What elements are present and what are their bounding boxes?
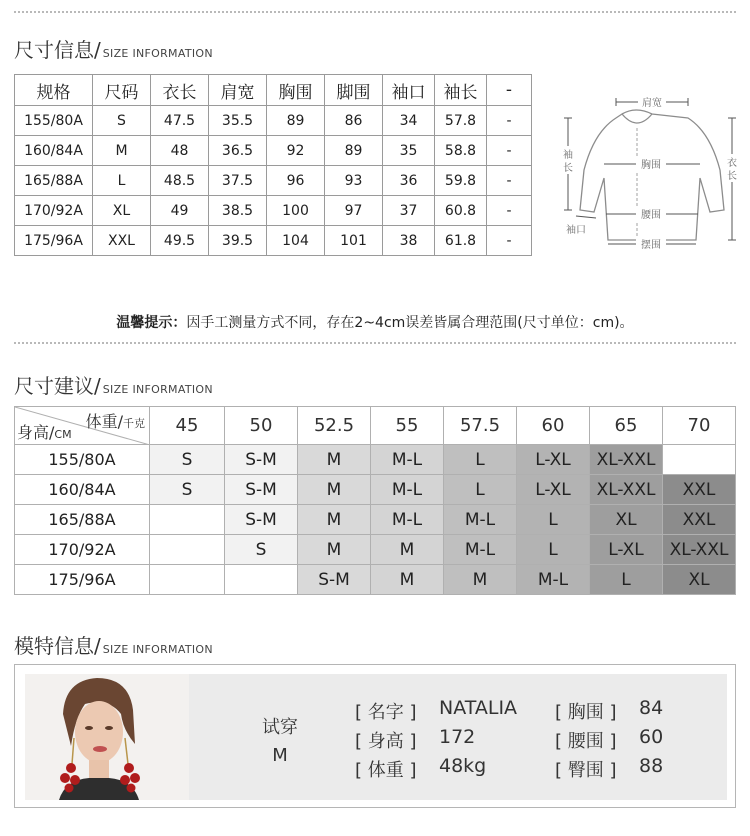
table-cell: 37 — [383, 196, 435, 226]
weight-cell: 52.5 — [298, 407, 371, 445]
size-cell — [150, 505, 225, 535]
table-cell: 38 — [383, 226, 435, 256]
table-row — [15, 565, 736, 595]
table-cell: 35 — [383, 136, 435, 166]
height-cell: 160/84A — [15, 475, 150, 505]
size-cell — [663, 445, 736, 475]
table-cell: 100 — [267, 196, 325, 226]
size-cell: L-XL — [590, 535, 663, 565]
size-cell: XL — [590, 505, 663, 535]
table-cell: L — [93, 166, 151, 196]
header-cell: 尺码 — [93, 75, 151, 106]
table-cell: 89 — [267, 106, 325, 136]
size-cell: XXL — [663, 505, 736, 535]
diagram-label-hem: 摆围 — [641, 240, 661, 251]
size-cell: M-L — [371, 445, 444, 475]
size-cell: L-XL — [517, 475, 590, 505]
table-cell: M — [93, 136, 151, 166]
weight-cell: 55 — [371, 407, 444, 445]
model-info-subtitle: SIZE INFORMATION — [102, 643, 213, 656]
table-cell: XL — [93, 196, 151, 226]
table-cell: 49.5 — [151, 226, 209, 256]
size-cell: XL-XXL — [590, 475, 663, 505]
weight-label: [ 体重 ] — [355, 760, 417, 781]
header-cell: 衣长 — [151, 75, 209, 106]
table-cell: 61.8 — [435, 226, 487, 256]
table-row — [15, 136, 532, 166]
size-cell — [150, 565, 225, 595]
weight-axis-label: 体重/千克 — [85, 412, 145, 431]
size-cell: M — [298, 475, 371, 505]
table-cell: - — [487, 106, 532, 136]
table-cell: 60.8 — [435, 196, 487, 226]
size-suggest-heading — [14, 370, 213, 399]
size-suggest-title: 尺寸建议/ — [14, 374, 101, 398]
table-cell: - — [487, 196, 532, 226]
corner-cell — [15, 407, 150, 445]
height-cell: 175/96A — [15, 565, 150, 595]
table-cell: - — [487, 166, 532, 196]
size-cell: M — [298, 505, 371, 535]
size-cell: M — [444, 565, 517, 595]
table-cell: 96 — [267, 166, 325, 196]
size-cell: L — [444, 475, 517, 505]
model-info-box — [14, 664, 736, 808]
height-cell: 170/92A — [15, 535, 150, 565]
size-cell: M — [371, 535, 444, 565]
table-cell: 104 — [267, 226, 325, 256]
size-table-header — [15, 75, 532, 106]
size-info-subtitle: SIZE INFORMATION — [102, 47, 213, 60]
table-cell: 36.5 — [209, 136, 267, 166]
table-cell: 34 — [383, 106, 435, 136]
model-info-heading — [14, 630, 213, 659]
table-cell: 160/84A — [15, 136, 93, 166]
size-info-title: 尺寸信息/ — [14, 38, 101, 62]
height-cell: 155/80A — [15, 445, 150, 475]
bust-value: 84 — [639, 697, 664, 719]
size-cell: M-L — [444, 535, 517, 565]
header-cell: 肩宽 — [209, 75, 267, 106]
size-cell: S — [150, 475, 225, 505]
notice-text: 因手工测量方式不同，存在2~4cm误差皆属合理范围(尺寸单位：cm)。 — [186, 315, 634, 331]
size-cell: M-L — [371, 505, 444, 535]
size-cell: S-M — [225, 445, 298, 475]
header-cell: 袖口 — [383, 75, 435, 106]
diagram-label-shoulder: 肩宽 — [642, 98, 662, 109]
diagram-label-waist: 腰围 — [641, 210, 661, 221]
size-cell: M-L — [517, 565, 590, 595]
header-cell: - — [487, 75, 532, 106]
weight-cell: 60 — [517, 407, 590, 445]
garment-diagram — [560, 92, 740, 252]
table-cell: 35.5 — [209, 106, 267, 136]
model-info-title: 模特信息/ — [14, 634, 101, 658]
table-cell: 38.5 — [209, 196, 267, 226]
hip-label: [ 臀围 ] — [555, 760, 617, 781]
middle-divider — [14, 342, 736, 344]
size-cell: M — [298, 445, 371, 475]
table-row — [15, 505, 736, 535]
waist-label: [ 腰围 ] — [555, 731, 617, 752]
table-cell: 57.8 — [435, 106, 487, 136]
diagram-label-cuff: 袖口 — [566, 225, 586, 236]
name-value: NATALIA — [439, 697, 518, 719]
table-cell: S — [93, 106, 151, 136]
height-value: 172 — [439, 726, 476, 748]
weight-cell: 45 — [150, 407, 225, 445]
table-cell: 175/96A — [15, 226, 93, 256]
name-label: [ 名字 ] — [355, 702, 417, 723]
table-row — [15, 475, 736, 505]
table-cell: - — [487, 136, 532, 166]
table-cell: 39.5 — [209, 226, 267, 256]
tryon-size: M — [272, 745, 288, 766]
table-cell: 155/80A — [15, 106, 93, 136]
diagram-label-sleeve: 袖 — [563, 150, 573, 161]
size-table — [14, 74, 532, 256]
bust-label: [ 胸围 ] — [555, 702, 617, 723]
table-row — [15, 445, 736, 475]
table-row — [15, 106, 532, 136]
size-cell: L — [517, 535, 590, 565]
size-cell: L — [590, 565, 663, 595]
table-cell: 47.5 — [151, 106, 209, 136]
notice-label: 温馨提示： — [116, 315, 187, 331]
tryon-label: 试穿 — [262, 717, 298, 738]
top-divider — [14, 11, 736, 13]
weight-cell: 70 — [663, 407, 736, 445]
table-cell: 92 — [267, 136, 325, 166]
header-cell: 脚围 — [325, 75, 383, 106]
size-cell: XXL — [663, 475, 736, 505]
weight-cell: 65 — [590, 407, 663, 445]
size-cell: S-M — [225, 475, 298, 505]
table-cell: XXL — [93, 226, 151, 256]
header-cell: 规格 — [15, 75, 93, 106]
measurement-notice — [0, 312, 750, 332]
size-cell: M — [371, 565, 444, 595]
table-row — [15, 196, 532, 226]
size-cell — [150, 535, 225, 565]
header-cell: 袖长 — [435, 75, 487, 106]
tryon-info — [257, 714, 303, 770]
table-row — [15, 535, 736, 565]
table-row — [15, 166, 532, 196]
diagram-label-length: 衣 — [727, 158, 737, 169]
diagram-label-chest: 胸围 — [641, 160, 661, 171]
weight-cell: 57.5 — [444, 407, 517, 445]
table-cell: 101 — [325, 226, 383, 256]
diagram-label-length-2: 长 — [727, 171, 737, 182]
table-cell: 48.5 — [151, 166, 209, 196]
table-cell: 58.8 — [435, 136, 487, 166]
weight-value: 48kg — [439, 755, 487, 777]
size-cell: M-L — [444, 505, 517, 535]
size-cell: L — [517, 505, 590, 535]
size-suggest-subtitle: SIZE INFORMATION — [102, 383, 213, 396]
hip-value: 88 — [639, 755, 664, 777]
model-info-panel — [25, 674, 727, 800]
diagram-label-sleeve-2: 长 — [563, 163, 573, 174]
waist-value: 60 — [639, 726, 664, 748]
table-cell: 86 — [325, 106, 383, 136]
table-cell: 59.8 — [435, 166, 487, 196]
size-cell: S — [150, 445, 225, 475]
table-cell: 170/92A — [15, 196, 93, 226]
size-info-heading — [14, 34, 213, 63]
table-cell: 97 — [325, 196, 383, 226]
model-photo — [25, 674, 189, 800]
table-cell: 49 — [151, 196, 209, 226]
size-cell: XL-XXL — [663, 535, 736, 565]
table-cell: 36 — [383, 166, 435, 196]
size-cell: S-M — [225, 505, 298, 535]
table-cell: 48 — [151, 136, 209, 166]
size-cell: M — [298, 535, 371, 565]
table-cell: 89 — [325, 136, 383, 166]
size-cell: L-XL — [517, 445, 590, 475]
size-cell — [225, 565, 298, 595]
height-axis-label: 身高/CM — [17, 423, 72, 442]
size-cell: S — [225, 535, 298, 565]
weight-cell: 50 — [225, 407, 298, 445]
weight-header-row — [15, 407, 736, 445]
size-cell: XL — [663, 565, 736, 595]
size-cell: XL-XXL — [590, 445, 663, 475]
table-cell: 165/88A — [15, 166, 93, 196]
height-cell: 165/88A — [15, 505, 150, 535]
size-cell: S-M — [298, 565, 371, 595]
table-row — [15, 226, 532, 256]
size-cell: L — [444, 445, 517, 475]
table-cell: - — [487, 226, 532, 256]
header-cell: 胸围 — [267, 75, 325, 106]
height-label: [ 身高 ] — [355, 731, 417, 752]
table-cell: 37.5 — [209, 166, 267, 196]
size-suggestion-table — [14, 406, 736, 595]
table-cell: 93 — [325, 166, 383, 196]
size-cell: M-L — [371, 475, 444, 505]
